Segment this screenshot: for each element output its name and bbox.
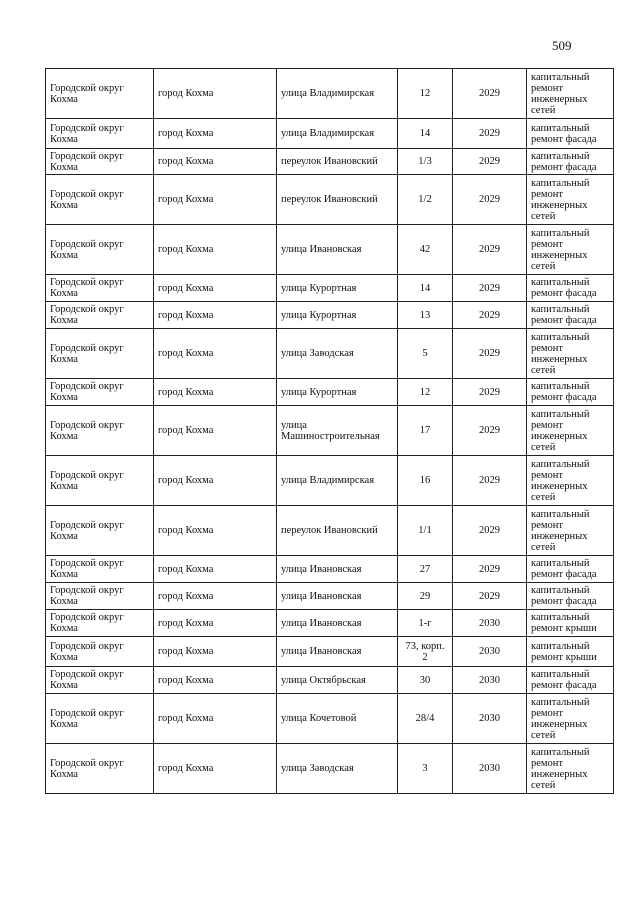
cell-work-type: капитальный ремонт инженерных сетей [527, 506, 614, 556]
cell-municipality: Городской округ Кохма [46, 225, 154, 275]
cell-municipality: Городской округ Кохма [46, 275, 154, 302]
cell-year: 2029 [453, 149, 527, 175]
cell-settlement: город Кохма [154, 175, 277, 225]
cell-work-type: капитальный ремонт фасада [527, 275, 614, 302]
cell-year: 2029 [453, 275, 527, 302]
cell-year: 2029 [453, 69, 527, 119]
cell-municipality: Городской округ Кохма [46, 637, 154, 667]
table-row [46, 275, 614, 302]
cell-house-number: 1/1 [398, 506, 453, 556]
cell-street: улица Владимирская [277, 119, 398, 149]
cell-municipality: Городской округ Кохма [46, 302, 154, 329]
cell-year: 2029 [453, 225, 527, 275]
cell-work-type: капитальный ремонт крыши [527, 610, 614, 637]
table-row [46, 379, 614, 406]
cell-settlement: город Кохма [154, 275, 277, 302]
cell-municipality: Городской округ Кохма [46, 556, 154, 583]
cell-year: 2029 [453, 302, 527, 329]
cell-street: улица Заводская [277, 744, 398, 794]
table-row [46, 225, 614, 275]
cell-municipality: Городской округ Кохма [46, 406, 154, 456]
table-row [46, 610, 614, 637]
cell-work-type: капитальный ремонт инженерных сетей [527, 406, 614, 456]
cell-year: 2029 [453, 556, 527, 583]
cell-municipality: Городской округ Кохма [46, 149, 154, 175]
cell-settlement: город Кохма [154, 379, 277, 406]
cell-municipality: Городской округ Кохма [46, 175, 154, 225]
table-row [46, 406, 614, 456]
cell-street: улица Заводская [277, 329, 398, 379]
table-row [46, 302, 614, 329]
cell-work-type: капитальный ремонт инженерных сетей [527, 329, 614, 379]
table-row [46, 556, 614, 583]
cell-work-type: капитальный ремонт фасада [527, 556, 614, 583]
cell-year: 2030 [453, 610, 527, 637]
cell-settlement: город Кохма [154, 69, 277, 119]
cell-street: улица Ивановская [277, 583, 398, 610]
table-row [46, 149, 614, 175]
cell-work-type: капитальный ремонт инженерных сетей [527, 744, 614, 794]
cell-year: 2030 [453, 744, 527, 794]
table-body [46, 69, 614, 794]
cell-street: улица Кочетовой [277, 694, 398, 744]
cell-street: переулок Ивановский [277, 175, 398, 225]
cell-year: 2029 [453, 583, 527, 610]
cell-house-number: 73, корп. 2 [398, 637, 453, 667]
cell-house-number: 3 [398, 744, 453, 794]
cell-year: 2029 [453, 406, 527, 456]
cell-settlement: город Кохма [154, 149, 277, 175]
cell-year: 2029 [453, 119, 527, 149]
cell-year: 2029 [453, 506, 527, 556]
cell-year: 2030 [453, 694, 527, 744]
cell-house-number: 30 [398, 667, 453, 694]
table-row [46, 667, 614, 694]
cell-settlement: город Кохма [154, 744, 277, 794]
cell-settlement: город Кохма [154, 119, 277, 149]
cell-street: улица Ивановская [277, 225, 398, 275]
cell-settlement: город Кохма [154, 610, 277, 637]
table-row [46, 694, 614, 744]
cell-house-number: 12 [398, 69, 453, 119]
cell-street: улица Курортная [277, 302, 398, 329]
repair-schedule-table [45, 68, 614, 794]
cell-house-number: 14 [398, 275, 453, 302]
cell-municipality: Городской округ Кохма [46, 583, 154, 610]
cell-municipality: Городской округ Кохма [46, 506, 154, 556]
cell-municipality: Городской округ Кохма [46, 744, 154, 794]
cell-year: 2029 [453, 379, 527, 406]
cell-house-number: 5 [398, 329, 453, 379]
cell-year: 2029 [453, 329, 527, 379]
cell-house-number: 1-г [398, 610, 453, 637]
cell-municipality: Городской округ Кохма [46, 329, 154, 379]
cell-year: 2029 [453, 175, 527, 225]
cell-work-type: капитальный ремонт крыши [527, 637, 614, 667]
cell-street: улица Курортная [277, 275, 398, 302]
cell-work-type: капитальный ремонт фасада [527, 583, 614, 610]
cell-settlement: город Кохма [154, 456, 277, 506]
cell-settlement: город Кохма [154, 667, 277, 694]
table-row [46, 69, 614, 119]
cell-settlement: город Кохма [154, 556, 277, 583]
cell-work-type: капитальный ремонт фасада [527, 302, 614, 329]
cell-street: улица Курортная [277, 379, 398, 406]
cell-work-type: капитальный ремонт фасада [527, 119, 614, 149]
cell-municipality: Городской округ Кохма [46, 119, 154, 149]
cell-street: переулок Ивановский [277, 149, 398, 175]
cell-work-type: капитальный ремонт фасада [527, 379, 614, 406]
cell-work-type: капитальный ремонт инженерных сетей [527, 175, 614, 225]
table-row [46, 456, 614, 506]
table-row [46, 329, 614, 379]
cell-municipality: Городской округ Кохма [46, 456, 154, 506]
cell-settlement: город Кохма [154, 506, 277, 556]
cell-municipality: Городской округ Кохма [46, 667, 154, 694]
cell-municipality: Городской округ Кохма [46, 694, 154, 744]
cell-municipality: Городской округ Кохма [46, 379, 154, 406]
cell-house-number: 1/2 [398, 175, 453, 225]
table-row [46, 119, 614, 149]
cell-street: переулок Ивановский [277, 506, 398, 556]
cell-house-number: 17 [398, 406, 453, 456]
cell-settlement: город Кохма [154, 302, 277, 329]
cell-work-type: капитальный ремонт инженерных сетей [527, 456, 614, 506]
cell-street: улица Машиностроительная [277, 406, 398, 456]
cell-year: 2029 [453, 456, 527, 506]
table-row [46, 637, 614, 667]
cell-work-type: капитальный ремонт инженерных сетей [527, 225, 614, 275]
cell-street: улица Владимирская [277, 456, 398, 506]
cell-settlement: город Кохма [154, 583, 277, 610]
cell-house-number: 42 [398, 225, 453, 275]
cell-settlement: город Кохма [154, 637, 277, 667]
page-number: 509 [552, 38, 572, 53]
cell-house-number: 12 [398, 379, 453, 406]
cell-work-type: капитальный ремонт фасада [527, 667, 614, 694]
cell-municipality: Городской округ Кохма [46, 69, 154, 119]
cell-street: улица Владимирская [277, 69, 398, 119]
cell-house-number: 16 [398, 456, 453, 506]
table-row [46, 506, 614, 556]
table-row [46, 175, 614, 225]
cell-street: улица Ивановская [277, 610, 398, 637]
cell-work-type: капитальный ремонт инженерных сетей [527, 69, 614, 119]
cell-work-type: капитальный ремонт инженерных сетей [527, 694, 614, 744]
cell-settlement: город Кохма [154, 225, 277, 275]
cell-settlement: город Кохма [154, 329, 277, 379]
cell-settlement: город Кохма [154, 694, 277, 744]
table-row [46, 583, 614, 610]
cell-house-number: 14 [398, 119, 453, 149]
cell-year: 2030 [453, 667, 527, 694]
cell-street: улица Октябрьская [277, 667, 398, 694]
table-row [46, 744, 614, 794]
cell-house-number: 29 [398, 583, 453, 610]
cell-work-type: капитальный ремонт фасада [527, 149, 614, 175]
cell-house-number: 13 [398, 302, 453, 329]
cell-year: 2030 [453, 637, 527, 667]
cell-house-number: 28/4 [398, 694, 453, 744]
cell-street: улица Ивановская [277, 637, 398, 667]
cell-street: улица Ивановская [277, 556, 398, 583]
cell-house-number: 1/3 [398, 149, 453, 175]
cell-municipality: Городской округ Кохма [46, 610, 154, 637]
cell-house-number: 27 [398, 556, 453, 583]
cell-settlement: город Кохма [154, 406, 277, 456]
